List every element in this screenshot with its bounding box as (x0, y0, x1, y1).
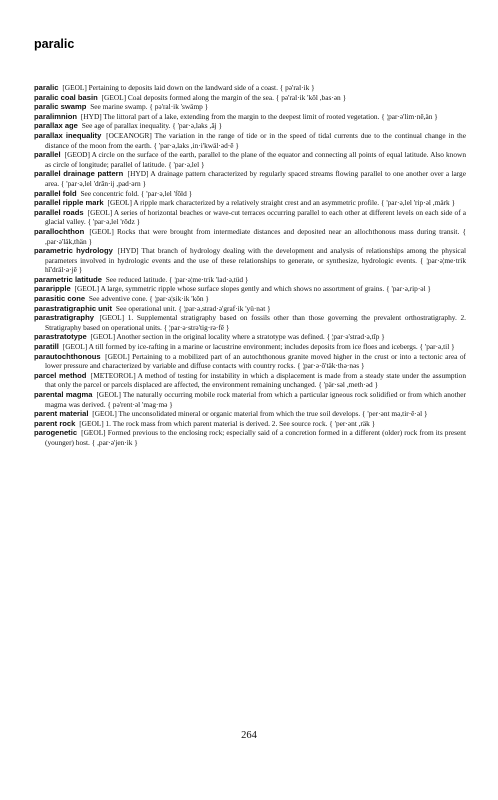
definition: [GEOD] A circle on the surface of the earth, parallel to the plane of the equator and connecting all points of equal latitude. Also known as circle of longitude; parallel of latitude. (45, 150, 466, 169)
definition: [GEOL] A till formed by ice-rafting in a marine or lacustrine environment; includes deposits from ice floes and icebergs. (62, 342, 418, 352)
entry (34, 93, 466, 103)
guide-word: paralic (34, 37, 75, 51)
entry (34, 102, 466, 112)
definition: [GEOL] 1. The rock mass from which parent material is derived. 2. See source rock. (79, 418, 328, 428)
pronunciation: { ¦par·ə¦sik·ik 'kōn } (149, 294, 209, 304)
headword: paralic swamp (34, 102, 87, 112)
entry (34, 131, 466, 150)
pronunciation: { pə'ral·ik 'kōl ,bas·ən } (275, 92, 347, 102)
headword: parallochthon (34, 226, 85, 236)
headword: parogenetic (34, 428, 78, 438)
pronunciation: { 'par·ə,rip·əl } (386, 284, 431, 294)
entry (34, 390, 466, 409)
definition: [GEOL] Coal deposits formed along the margin of the sea. (101, 92, 274, 102)
definition: See age of parallax inequality. (81, 121, 171, 131)
entry (34, 208, 466, 227)
headword: parastratigraphy (34, 313, 94, 323)
headword: paralic (34, 83, 59, 92)
headword: parallax inequality (34, 130, 102, 140)
headword: parallel ripple mark (34, 198, 104, 208)
entry (34, 342, 466, 352)
pronunciation: { ¦par·ə,strad·ə'graf·ik 'yü·nət } (178, 303, 271, 313)
headword: parastratotype (34, 332, 87, 342)
definition: [GEOL] Formed previous to the enclosing rock; especially said of a concretion formed in a different (older) rock from its present (younger) host. (45, 428, 467, 447)
pronunciation: { ¦par·ə'strad·ə,tīp } (326, 332, 385, 342)
pronunciation: { 'par·ə,lel 'rōdz } (87, 217, 141, 227)
entry (34, 371, 466, 390)
headword: paratill (34, 342, 59, 352)
definition: [GEOL] 1. Supplemental stratigraphy based on fossils other than those governing the prevalent orthostratigraphy. 2. Stratigraphy based on operational units. (45, 313, 466, 332)
headword: paralic coal basin (34, 92, 98, 102)
entry (34, 112, 466, 122)
entry (34, 169, 466, 188)
entry (34, 409, 466, 419)
definition: [OCEANOGR] The variation in the range of tide or in the speed of tidal currents due to the continual change in the distance of the moon from the earth. (45, 130, 466, 150)
headword: parent material (34, 409, 89, 419)
entry (34, 352, 466, 371)
definition: [GEOL] The unconsolidated mineral or organic material from which the true soil develops. (92, 409, 361, 419)
headword: parental magma (34, 390, 93, 399)
entry (34, 189, 466, 199)
pronunciation: { pə'ral·ik } (279, 83, 315, 92)
definition: See adventive cone. (88, 294, 148, 304)
entry (34, 198, 466, 208)
definition: See operational unit. (115, 303, 177, 313)
headword: parallax age (34, 121, 78, 131)
entry (34, 121, 466, 131)
pronunciation: { 'per·ənt mə,tir·ē·əl } (362, 409, 428, 419)
entry (34, 294, 466, 304)
pronunciation: { ¦par·ə¦me·trik 'lad·ə,tüd } (169, 274, 249, 284)
pronunciation: { ¦par·ə·strə'tig·rə·fē } (163, 322, 230, 332)
entry (34, 227, 466, 246)
definition: [GEOL] Rocks that were brought from intermediate distances and deposited near an allochthonous mass during transit. (89, 226, 460, 236)
pronunciation: { pə'ral·ik 'swämp } (149, 102, 209, 112)
entry (34, 304, 466, 314)
definition: [HYD] The littoral part of a lake, extending from the margin to the deepest limit of rooted vegetation. (80, 111, 380, 121)
entry (34, 246, 466, 275)
entry (34, 419, 466, 429)
definition: See concentric fold. (80, 188, 139, 198)
headword: parasitic cone (34, 294, 86, 304)
definition: [GEOL] Another section in the original locality where a stratotype was defined. (90, 332, 325, 342)
definition: See marine swamp. (90, 102, 148, 112)
definition: [GEOL] Pertaining to deposits laid down on the landward side of a coast. (62, 83, 278, 92)
page-number: 264 (241, 730, 257, 741)
headword: parastratigraphic unit (34, 303, 113, 313)
headword: parallel drainage pattern (34, 169, 124, 179)
entry (34, 332, 466, 342)
pronunciation: { 'per·ənt ,räk } (329, 418, 376, 428)
pronunciation: { 'par·ə,laks ,in·i'kwäl·əd·ē } (153, 140, 239, 150)
pronunciation: { ¦par·ə'lim·nē,än } (381, 111, 438, 121)
pronunciation: { 'par·ə,lel 'drān·ij ,pad·ərn } (60, 178, 147, 188)
definition: [GEOL] A large, symmetric ripple whose surface slopes gently and which shows no assortment of grains. (74, 284, 385, 294)
definition: [HYD] A drainage pattern characterized by regularly spaced streams flowing parallel to one another over a large area. (45, 169, 466, 188)
headword: parcel method (34, 370, 87, 380)
entry-list (34, 83, 466, 448)
entry (34, 284, 466, 294)
headword: parallel (34, 150, 61, 160)
pronunciation: { 'par·ə,til } (419, 342, 455, 352)
headword: pararipple (34, 284, 71, 294)
definition: [METEOROL] A method of testing for instability in which a displacement is made from a steady state under the assumption that only the parcel or parcels displaced are affected, the environment remaining unchanged. (45, 370, 466, 390)
headword: paralimnion (34, 111, 78, 121)
entry (34, 150, 466, 169)
headword: parallel fold (34, 188, 77, 198)
headword: parametric hydrology (34, 246, 113, 256)
entry (34, 83, 466, 93)
pronunciation: { 'par·ə,lel 'fōld } (140, 188, 193, 198)
pronunciation: { 'par·ə,laks ,āj } (172, 121, 222, 131)
entry (34, 275, 466, 285)
definition: See reduced latitude. (105, 274, 168, 284)
pronunciation: { pə'rent·əl 'mag·mə } (107, 399, 173, 409)
definition: [GEOL] Pertaining to a mobilized part of an autochthonous granite moved higher in the crust or into a tectonic area of lower pressure and characterized by variable and diffuse contacts with country rocks. (45, 351, 466, 371)
headword: parent rock (34, 418, 76, 428)
definition: [GEOL] A series of horizontal beaches or wave-cut terraces occurring parallel to each other at different levels on each side of a glacial valley. (45, 207, 466, 227)
headword: parametric latitude (34, 274, 102, 284)
pronunciation: { ¦par·ə·ō'täk·thə·nəs } (297, 361, 365, 371)
definition: [GEOL] A ripple mark characterized by a relatively straight crest and an asymmetric profile. (107, 198, 380, 208)
entry (34, 313, 466, 332)
definition: [GEOL] The naturally occurring mobile rock material from which a particular igneous rock solidified or from which another magma was derived. (45, 390, 466, 409)
pronunciation: { ,par·ə'jen·ik } (91, 437, 138, 447)
headword: parallel roads (34, 207, 84, 217)
pronunciation: { 'par·ə,lel 'rip·əl ,märk } (380, 198, 456, 208)
pronunciation: { ,par·ə'läk,thän } (45, 226, 466, 246)
entry (34, 428, 466, 447)
pronunciation: { 'pär·səl ,meth·əd } (318, 380, 379, 390)
pronunciation: { ¦par·ə¦me·trik hī'dräl·ə·jē } (45, 255, 466, 275)
definition: [HYD] That branch of hydrology dealing with the development and analysis of relationships among the physical parameters involved in hydrologic events and the use of these relationships to generate, or synthesize, hydrologic events. (45, 246, 466, 265)
pronunciation: { 'par·ə,lel } (168, 159, 205, 169)
headword: parautochthonous (34, 351, 101, 361)
